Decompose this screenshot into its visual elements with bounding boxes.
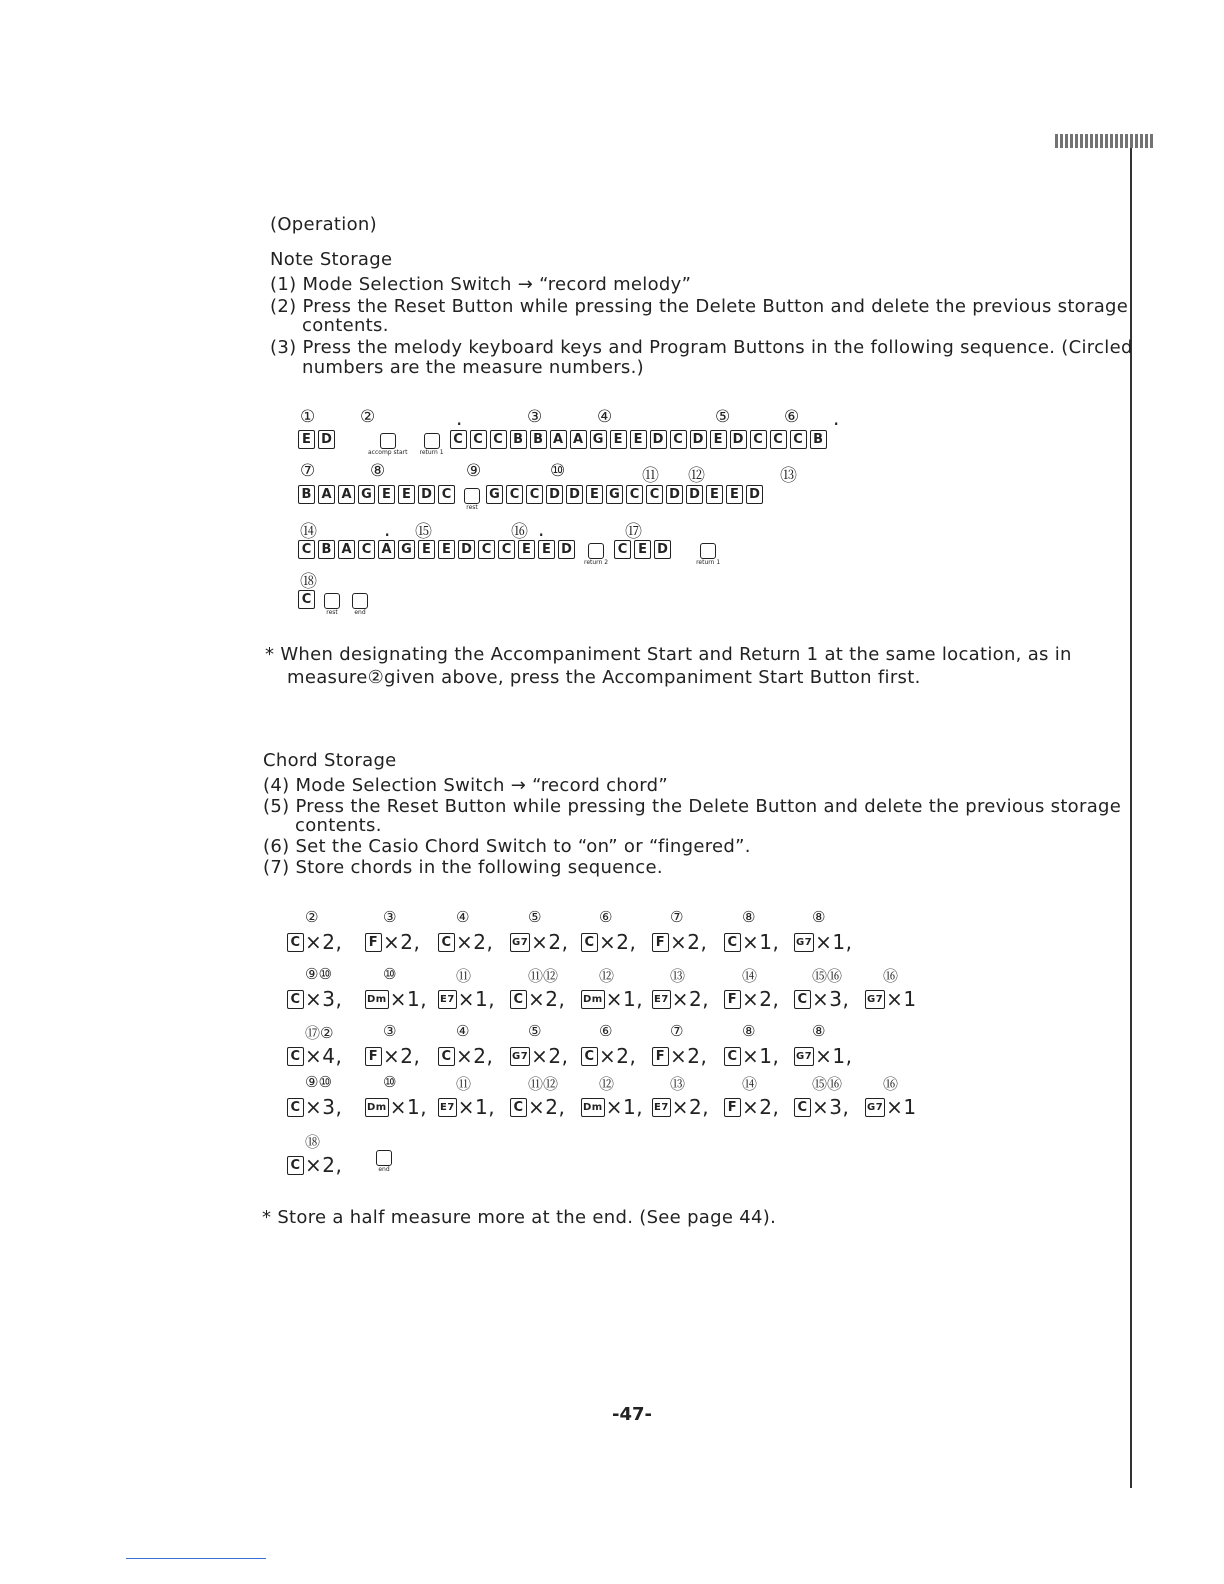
chord-key: C: [794, 1098, 811, 1117]
button-label: return 1: [696, 559, 721, 566]
measure-number: ⑫: [688, 466, 705, 486]
chord-count: ×1,: [605, 987, 644, 1011]
step-2: [270, 296, 1128, 317]
melody-row-4: [298, 590, 374, 616]
measure-number: ⑫: [599, 967, 615, 985]
key-c: C: [490, 430, 507, 449]
button-box: [324, 593, 340, 609]
chord-key: Dm: [365, 1098, 389, 1117]
measure-number: ⑮⑯: [812, 1075, 843, 1093]
chord-entry: [365, 987, 427, 1011]
return-1-button: [696, 543, 721, 566]
chord-key: Dm: [581, 990, 605, 1009]
measure-number: ⑬: [780, 466, 797, 486]
measure-number: ⑩: [383, 1073, 397, 1091]
chord-entry: [581, 930, 636, 954]
measure-number: ⑥: [599, 908, 613, 926]
key-c: C: [470, 430, 487, 449]
key-a: A: [550, 430, 567, 449]
chord-count: ×3,: [812, 1095, 850, 1119]
measure-number: ⑨⑩: [305, 965, 332, 983]
measure-number: ⑮⑯: [812, 967, 843, 985]
note-accompaniment-cont: measure②given above, press the Accompaniment Start Button first.: [287, 667, 921, 688]
button-label: rest: [466, 504, 478, 511]
measure-number: ④: [456, 1022, 470, 1040]
chord-key: C: [581, 933, 598, 952]
chord-count: ×2,: [531, 930, 569, 954]
chord-entry: [287, 1095, 342, 1119]
button-label: return 2: [584, 559, 609, 566]
note-half-measure: * Store a half measure more at the end. (See page 44).: [262, 1207, 777, 1228]
chord-key: C: [510, 1098, 527, 1117]
chord-count: ×3,: [812, 987, 850, 1011]
chord-key: E7: [652, 1098, 671, 1117]
measure-number: ⑤: [528, 908, 542, 926]
measure-number: ⑪: [456, 1075, 472, 1093]
chord-key: C: [510, 990, 527, 1009]
chord-count: ×2,: [670, 930, 708, 954]
key-c: C: [298, 540, 315, 559]
chord-entry: [724, 930, 779, 954]
chord-entry: [510, 930, 569, 954]
key-a: A: [570, 430, 587, 449]
chord-key: G7: [865, 1098, 885, 1117]
measure-number: ①: [300, 407, 316, 427]
rest-button: [464, 488, 480, 511]
measure-number: ⑭: [742, 967, 758, 985]
chord-count: ×2,: [383, 930, 421, 954]
chord-entry: [510, 1044, 569, 1068]
step-number: (1): [270, 274, 297, 295]
chord-count: ×1: [886, 1095, 917, 1119]
button-label: end: [354, 609, 366, 616]
step-text: Press the Reset Button while pressing the Delete Button and delete the previous storage: [302, 296, 1129, 317]
key-a: A: [318, 485, 335, 504]
chord-count: ×2,: [742, 1095, 780, 1119]
measure-number: ⑭: [742, 1075, 758, 1093]
chord-entry: [652, 987, 709, 1011]
chord-entry: [438, 987, 495, 1011]
measure-number: ⑨: [466, 461, 482, 481]
measure-number: ⑪⑫: [528, 967, 559, 985]
measure-number: ⑱: [300, 572, 317, 592]
chord-key: G7: [510, 1047, 530, 1066]
key-b: B: [810, 430, 827, 449]
chord-entry: [438, 930, 493, 954]
measure-number: ⑥: [599, 1022, 613, 1040]
chord-count: ×2,: [742, 987, 780, 1011]
chord-key: E7: [652, 990, 671, 1009]
melody-row-2: [298, 485, 766, 511]
key-e: E: [378, 485, 395, 504]
chord-entry: [724, 1095, 779, 1119]
measure-number: ⑰②: [305, 1024, 334, 1042]
chord-entry: [652, 1044, 707, 1068]
chord-key: F: [365, 933, 382, 952]
key-d: D: [650, 430, 667, 449]
key-c: C: [790, 430, 807, 449]
button-box: [464, 488, 480, 504]
key-e: E: [610, 430, 627, 449]
key-d: D: [558, 540, 575, 559]
chord-entry: [652, 930, 707, 954]
step-number: (6): [263, 836, 290, 857]
step-number: (2): [270, 296, 297, 317]
chord-entry: [287, 987, 342, 1011]
key-e: E: [630, 430, 647, 449]
key-c: C: [450, 430, 467, 449]
chord-key: Dm: [365, 990, 389, 1009]
chord-count: ×2,: [528, 987, 566, 1011]
chord-count: ×1,: [605, 1095, 644, 1119]
key-g: G: [590, 430, 607, 449]
key-d: D: [458, 540, 475, 559]
measure-number: ③: [383, 1022, 397, 1040]
key-d: D: [690, 430, 707, 449]
measure-number: ⑧: [742, 1022, 756, 1040]
measure-number: ⑬: [670, 1075, 686, 1093]
chord-key: C: [287, 1156, 304, 1175]
step-4: [263, 775, 668, 796]
melody-row-1: [298, 430, 830, 456]
step-number: (4): [263, 775, 290, 796]
key-c: C: [770, 430, 787, 449]
measure-number: ⑦: [670, 1022, 684, 1040]
key-c: C: [438, 485, 455, 504]
measure-number: ②: [305, 908, 319, 926]
measure-number: ④: [597, 407, 613, 427]
chord-key: C: [287, 933, 304, 952]
chord-count: ×2,: [531, 1044, 569, 1068]
key-c: C: [626, 485, 643, 504]
chord-count: ×2,: [456, 1044, 494, 1068]
chord-count: ×1,: [389, 1095, 428, 1119]
key-e: E: [726, 485, 743, 504]
button-label: end: [378, 1166, 390, 1173]
button-box: [424, 433, 440, 449]
measure-number: ⑦: [300, 461, 316, 481]
key-b: B: [318, 540, 335, 559]
key-b: B: [530, 430, 547, 449]
step-number: (3): [270, 337, 297, 358]
key-a: A: [338, 485, 355, 504]
step-number: (5): [263, 796, 290, 817]
chord-entry: [581, 1044, 636, 1068]
chord-entry: [287, 1044, 342, 1068]
measure-number: ③: [527, 407, 543, 427]
key-c: C: [298, 590, 315, 609]
note-accompaniment: * When designating the Accompaniment Start and Return 1 at the same location, as in: [265, 644, 1072, 665]
step-5: [263, 796, 1121, 817]
key-d: D: [318, 430, 335, 449]
chord-entry: [581, 987, 643, 1011]
key-e: E: [634, 540, 651, 559]
chord-key: G7: [794, 933, 814, 952]
key-d: D: [746, 485, 763, 504]
key-e: E: [398, 485, 415, 504]
end-button: [376, 1150, 392, 1173]
key-c: C: [478, 540, 495, 559]
key-c: C: [750, 430, 767, 449]
key-d: D: [654, 540, 671, 559]
measure-number: ⑧: [812, 1022, 826, 1040]
key-d: D: [686, 485, 703, 504]
chord-entry: [510, 987, 565, 1011]
chord-key: Dm: [581, 1098, 605, 1117]
chord-end-button-row: [370, 1150, 398, 1173]
chord-key: C: [724, 1047, 741, 1066]
chord-count: ×1: [886, 987, 917, 1011]
key-e: E: [518, 540, 535, 559]
measure-number: ⑨⑩: [305, 1073, 332, 1091]
measure-number: ⑮: [415, 522, 432, 542]
button-box: [352, 593, 368, 609]
chord-key: C: [438, 1047, 455, 1066]
chord-count: ×1,: [457, 1095, 496, 1119]
bottom-rule: [126, 1558, 266, 1559]
key-e: E: [538, 540, 555, 559]
chord-count: ×3,: [305, 1095, 343, 1119]
button-label: rest: [326, 609, 338, 616]
chord-entry: [365, 1095, 427, 1119]
chord-count: ×1,: [815, 1044, 853, 1068]
chord-key: E7: [438, 990, 457, 1009]
octave-dot: ·: [384, 523, 391, 547]
button-label: return 1: [419, 449, 444, 456]
step-text: Mode Selection Switch → “record melody”: [302, 274, 692, 295]
measure-number: ⑯: [883, 967, 899, 985]
measure-number: ⑩: [383, 965, 397, 983]
key-g: G: [606, 485, 623, 504]
measure-number: ⑧: [812, 908, 826, 926]
chord-entry: [510, 1095, 565, 1119]
chord-count: ×2,: [671, 987, 710, 1011]
chord-key: C: [287, 1098, 304, 1117]
operation-title: (Operation): [270, 214, 377, 235]
key-e: E: [438, 540, 455, 559]
measure-number: ⑰: [625, 522, 642, 542]
chord-key: G7: [794, 1047, 814, 1066]
key-e: E: [710, 430, 727, 449]
key-a: A: [338, 540, 355, 559]
measure-number: ⑦: [670, 908, 684, 926]
octave-dot: ·: [456, 412, 463, 436]
chord-key: F: [652, 1047, 669, 1066]
key-c: C: [614, 540, 631, 559]
step-3-cont: numbers are the measure numbers.): [302, 357, 644, 378]
chord-count: ×2,: [599, 1044, 637, 1068]
measure-number: ⑤: [715, 407, 731, 427]
key-d: D: [418, 485, 435, 504]
key-g: G: [486, 485, 503, 504]
measure-number: ⑥: [784, 407, 800, 427]
step-5-cont: contents.: [295, 815, 382, 836]
key-c: C: [526, 485, 543, 504]
button-box: [588, 543, 604, 559]
return-2-button: [584, 543, 609, 566]
chord-entry: [865, 987, 917, 1011]
chord-entry: [724, 1044, 779, 1068]
chord-count: ×2,: [305, 1153, 343, 1177]
chord-count: ×2,: [383, 1044, 421, 1068]
key-b: B: [510, 430, 527, 449]
chord-key: F: [724, 1098, 741, 1117]
chord-entry: [287, 1153, 342, 1177]
measure-number: ④: [456, 908, 470, 926]
measure-number: ⑫: [599, 1075, 615, 1093]
chord-entry: [365, 930, 420, 954]
measure-number: ⑯: [511, 522, 528, 542]
measure-number: ⑩: [550, 461, 566, 481]
step-7: [263, 857, 663, 878]
chord-key: C: [794, 990, 811, 1009]
measure-number: ②: [360, 407, 376, 427]
step-6: [263, 836, 751, 857]
octave-dot: ·: [833, 412, 840, 436]
chord-count: ×3,: [305, 987, 343, 1011]
key-c: C: [670, 430, 687, 449]
chord-storage-heading: Chord Storage: [263, 750, 397, 771]
key-d: D: [566, 485, 583, 504]
key-e: E: [706, 485, 723, 504]
chord-entry: [794, 930, 853, 954]
chord-count: ×2,: [528, 1095, 566, 1119]
key-g: G: [398, 540, 415, 559]
measure-number: ⑯: [883, 1075, 899, 1093]
chord-count: ×1,: [742, 1044, 780, 1068]
octave-dot: ·: [538, 523, 545, 547]
chord-count: ×4,: [305, 1044, 343, 1068]
key-c: C: [506, 485, 523, 504]
chord-entry: [865, 1095, 917, 1119]
chord-key: C: [581, 1047, 598, 1066]
measure-number: ⑪⑫: [528, 1075, 559, 1093]
button-box: [380, 433, 396, 449]
step-text: Store chords in the following sequence.: [295, 857, 663, 878]
chord-entry: [438, 1095, 495, 1119]
measure-number: ⑪: [642, 466, 659, 486]
scan-artifact: [1055, 134, 1155, 148]
key-a: A: [378, 540, 395, 559]
chord-count: ×2,: [305, 930, 343, 954]
chord-key: C: [724, 933, 741, 952]
key-e: E: [418, 540, 435, 559]
return-1-button: [419, 433, 444, 456]
chord-entry: [652, 1095, 709, 1119]
chord-key: C: [287, 1047, 304, 1066]
chord-key: C: [438, 933, 455, 952]
chord-count: ×2,: [456, 930, 494, 954]
step-text: Mode Selection Switch → “record chord”: [295, 775, 669, 796]
key-c: C: [646, 485, 663, 504]
chord-entry: [287, 930, 342, 954]
chord-count: ×2,: [671, 1095, 710, 1119]
key-g: G: [358, 485, 375, 504]
key-e: E: [298, 430, 315, 449]
rest-button: [324, 593, 340, 616]
measure-number: ⑤: [528, 1022, 542, 1040]
measure-number: ⑧: [370, 461, 386, 481]
measure-number: ③: [383, 908, 397, 926]
chord-key: G7: [510, 933, 530, 952]
key-c: C: [498, 540, 515, 559]
step-3: [270, 337, 1133, 358]
step-2-cont: contents.: [302, 315, 389, 336]
chord-count: ×1,: [815, 930, 853, 954]
end-button: [352, 593, 368, 616]
accomp-start-button: [368, 433, 408, 456]
key-d: D: [730, 430, 747, 449]
key-e: E: [586, 485, 603, 504]
measure-number: ⑱: [305, 1133, 321, 1151]
chord-entry: [794, 1044, 853, 1068]
step-text: Press the melody keyboard keys and Program Buttons in the following sequence. (Circled: [302, 337, 1133, 358]
button-box: [700, 543, 716, 559]
chord-entry: [365, 1044, 420, 1068]
chord-count: ×1,: [742, 930, 780, 954]
key-d: D: [666, 485, 683, 504]
key-c: C: [358, 540, 375, 559]
chord-count: ×1,: [457, 987, 496, 1011]
chord-count: ×1,: [389, 987, 428, 1011]
measure-number: ⑪: [456, 967, 472, 985]
melody-row-3: [298, 540, 726, 566]
chord-count: ×2,: [670, 1044, 708, 1068]
chord-entry: [794, 1095, 849, 1119]
measure-number: ⑧: [742, 908, 756, 926]
button-label: accomp start: [368, 449, 408, 456]
chord-key: E7: [438, 1098, 457, 1117]
chord-key: F: [365, 1047, 382, 1066]
chord-key: F: [652, 933, 669, 952]
chord-entry: [794, 987, 849, 1011]
step-1: [270, 274, 691, 295]
step-text: Set the Casio Chord Switch to “on” or “fingered”.: [295, 836, 751, 857]
key-d: D: [546, 485, 563, 504]
measure-number: ⑬: [670, 967, 686, 985]
button-box: [376, 1150, 392, 1166]
measure-number: ⑭: [300, 522, 317, 542]
chord-key: F: [724, 990, 741, 1009]
chord-key: G7: [865, 990, 885, 1009]
chord-entry: [581, 1095, 643, 1119]
page-number: -47-: [612, 1404, 652, 1425]
key-b: B: [298, 485, 315, 504]
chord-key: C: [287, 990, 304, 1009]
step-text: Press the Reset Button while pressing the Delete Button and delete the previous storage: [295, 796, 1122, 817]
step-number: (7): [263, 857, 290, 878]
chord-entry: [438, 1044, 493, 1068]
chord-entry: [724, 987, 779, 1011]
note-storage-heading: Note Storage: [270, 249, 393, 270]
chord-count: ×2,: [599, 930, 637, 954]
